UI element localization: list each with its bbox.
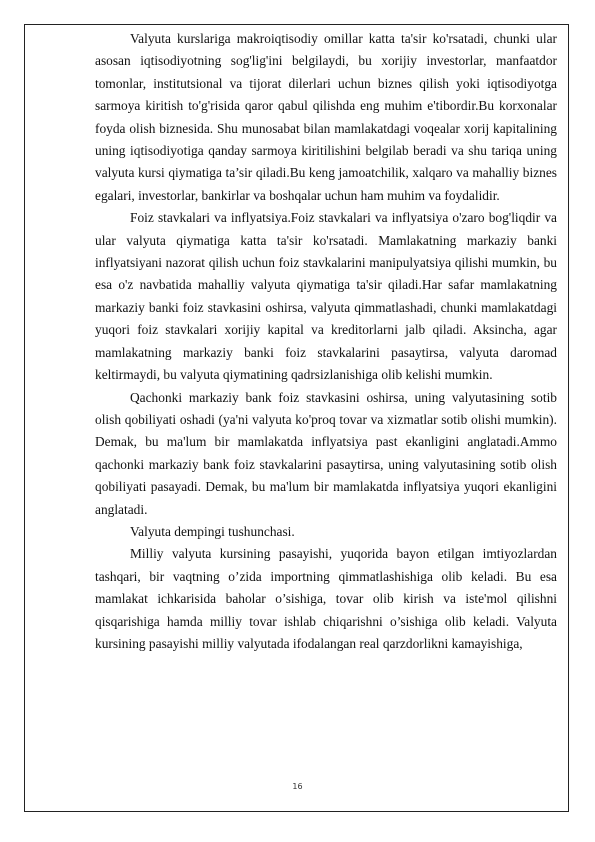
paragraph-national-currency-decline: Milliy valyuta kursining pasayishi, yuqorida bayon etilgan imtiyozlardan tashqari, bir vaqtning o’zida importning qimmatlashishiga olib keladi. Bu esa mamlakat ichkarisida baholar o’sishiga, tovar olib kirish va iste'mol qilishni qisqarishiga hamda milliy tovar ishlab chiqarishni o’sishiga olib keladi. Valyuta kursining pasayishi milliy valyutada ifodalangan real qarzdorlikni kamayishiga, (95, 546, 557, 651)
paragraph-currency-dumping-heading: Valyuta dempingi tushunchasi. (130, 523, 295, 539)
page-number: 16 (292, 782, 303, 791)
document-body (95, 28, 557, 655)
paragraph-central-bank-purchasing-power: Qachonki markaziy bank foiz stavkasini oshirsa, uning valyutasining sotib olish qobiliyati oshadi (ya'ni valyuta ko'proq tovar va xizmatlar sotib olishi mumkin). Demak, bu ma'lum bir mamlakatda inflyatsiya past ekanligini anglatadi.Ammo qachonki markaziy bank foiz stavkalarini pasaytirsa, uning valyutasining sotib olish qobiliyati pasayadi. Demak, bu ma'lum bir mamlakatda inflyatsiya yuqori ekanligini anglatadi. (95, 389, 557, 517)
paragraph-macroeconomic-factors: Valyuta kurslariga makroiqtisodiy omillar katta ta'sir ko'rsatadi, chunki ular asosan iqtisodiyotning sog'lig'ini belgilaydi, bu xorijiy investorlar, manfaatdor tomonlar, institutsional va tijorat dilerlari uchun biznes qilish yoki iqtisodiyotga sarmoya kiritish to'g'risida qaror qabul qilishda eng muhim e'tibordir.Bu korxonalar foyda olish biznesida. Shu munosabat bilan mamlakatdagi voqealar xorij kapitalining uning iqtisodiyotiga qanday sarmoya kiritilishini belgilab beradi va shu tariqa uning valyuta kursi qiymatiga ta’sir qiladi.Bu keng jamoatchilik, xalqaro va mahalliy biznes egalari, investorlar, bankirlar va boshqalar uchun ham muhim va foydalidir. (95, 31, 557, 203)
paragraph-interest-rates-inflation: Foiz stavkalari va inflyatsiya.Foiz stavkalari va inflyatsiya o'zaro bog'liqdir va ular valyuta qiymatiga katta ta'sir ko'rsatadi. Mamlakatning markaziy banki inflyatsiyani nazorat qilish uchun foiz stavkalarini manipulyatsiya qilishi mumkin, bu esa o'z navbatida mahalliy valyuta qiymatiga ta'sir qiladi.Har safar mamlakatning markaziy banki foiz stavkasini oshirsa, valyuta qimmatlashadi, chunki mamlakatdagi yuqori foiz stavkalari xorijiy kapital va kreditorlarni jalb qiladi. Aksincha, agar mamlakatning markaziy banki foiz stavkalarini pasaytirsa, valyuta daromad keltirmaydi, bu valyuta qiymatining qadrsizlanishiga olib kelishi mumkin. (95, 210, 557, 383)
